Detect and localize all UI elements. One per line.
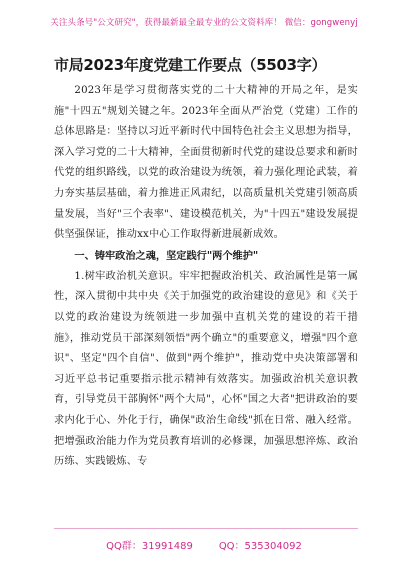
section-heading: 一、铸牢政治之魂，坚定践行"两个维护" bbox=[74, 250, 259, 262]
document-title: 市局2023年度党建工作要点（5503字） bbox=[54, 56, 327, 74]
intro-paragraph: 2023年是学习贯彻落实党的二十大精神的开局之年，是实施"十四五"规划关键之年。2023年全面从严治党（党建）工作的总体思路是：坚持以习近平新时代中国特色社会主义思想为指导，深入学习党的二十大精神，全面贯彻新时代党的建设总要求和新时代党的组织路线，以党的政治建设为统领，着力强化理论武装，着力夯实基层基础，着力推进正风肃纪，以高质量机关党建引领高质量发展，当好"三个表率"、建设模范机关，为"十四五"建设发展提供坚强保证，推动xx中心工作取得新进展新成效。 bbox=[54, 85, 358, 241]
footer-divider bbox=[54, 528, 358, 529]
footer-qq: QQ：535304092 bbox=[218, 541, 302, 552]
section-paragraph: 1.树牢政治机关意识。牢牢把握政治机关、政治属性是第一属性，深入贯彻中共中央《关于加强党的政治建设的意见》和《关于以党的政治建设为统领进一步加强中直机关党的建设的若干措施》，推动党员干部深刻领悟"两个确立"的重要意义，增强"四个意识"、坚定"四个自信"、做到"两个维护"，推动党中央决策部署和习近平总书记重要指示批示精神有效落实。加强政治机关意识教育，引导党员干部胸怀"两个大局"，心怀"国之大者"把讲政治的要求内化于心、外化于行，确保"政治生命线"抓在日常、融入经常。把增强政治能力作为党员教育培训的必修课，加强思想淬炼、政治历练、实践锻炼、专 bbox=[54, 270, 358, 468]
footer-contact bbox=[0, 537, 408, 552]
footer-qq-group: QQ群：31991489 bbox=[106, 541, 193, 552]
header-banner: 关注头条号"公文研究"，获得最新最全最专业的公文资料库！ 微信：gongwenyj bbox=[50, 18, 358, 28]
document-page bbox=[54, 54, 358, 473]
